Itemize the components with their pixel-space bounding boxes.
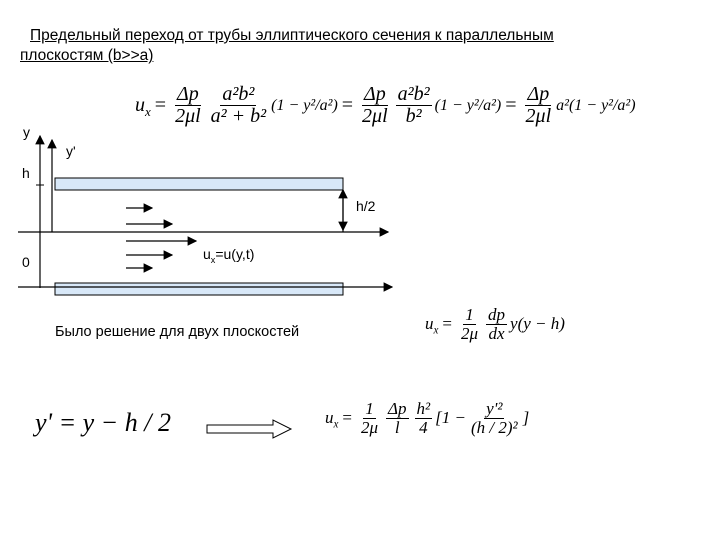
axis-y-label: y <box>23 124 30 140</box>
zero-label: 0 <box>22 254 30 270</box>
paren-term-2: (1 − y²/a²) <box>434 96 502 114</box>
h-label: h <box>22 165 30 181</box>
final-bracket-close: ] <box>522 408 530 428</box>
fraction-ab-sum: $\frac{\text{a²b²}}{\text{a² + b²}}$ <box>210 83 267 127</box>
implies-arrow <box>205 418 295 440</box>
substitution-formula: y' = y − h / 2 <box>35 408 171 437</box>
final-fraction-dp-l: $\frac{\Delta p}{l}$ <box>388 399 407 437</box>
axis-yprime-label: y' <box>66 143 76 159</box>
title-line-1: Предельный переход от трубы эллиптического сечения к параллельным <box>30 27 554 44</box>
final-fraction-1-2mu: $\frac{1}{2\mu}$ <box>361 399 379 437</box>
two-planes-tail: y(y − h) <box>510 314 565 334</box>
fraction-dp-2ml-2: $\frac{\Delta p}{2\mu l}$ <box>362 83 388 127</box>
final-formula: $u_x$ = $\frac{1}{2\mu}$ $\frac{\Delta p}{l}$ $\frac{\text{h²}}{4}$ [1 − $\frac{\text{y'²}}{\text{(h / 2)²}}$ ] <box>325 399 530 437</box>
bottom-plate <box>55 283 343 295</box>
half-h-label: h/2 <box>356 198 376 214</box>
formula-top-lhs: $u_x$ <box>135 94 151 119</box>
formula-top: $u_x$ = $\frac{\Delta p}{2\mu l}$ $\frac{\text{a²b²}}{\text{a² + b²}}$ (1 − y²/a²) = $\frac{\Delta p}{2\mu l}$ $\frac{\text{a²b²}}{\text{b²}}$ (1 − y²/a²) = $\frac{\Delta p}{2\mu l}$ a²(1 − y²/a²) <box>135 83 636 127</box>
final-fraction-y-h: $\frac{\text{y'²}}{\text{(h / 2)²}}$ <box>470 399 518 437</box>
fraction-dp-2ml-3: $\frac{\Delta p}{2\mu l}$ <box>525 83 552 127</box>
fraction-1-2mu: $\frac{1}{2\mu}$ <box>461 305 479 343</box>
fraction-dp-2ml-1: $\frac{\Delta p}{2\mu l}$ <box>175 83 201 127</box>
velocity-label: $u_x=u(y,t)$ <box>203 246 255 265</box>
fraction-dp-dx: $\frac{dp}{dx}$ <box>488 305 506 343</box>
top-plate <box>55 178 343 190</box>
two-planes-text: Было решение для двух плоскостей <box>55 324 300 340</box>
fraction-ab-b2: $\frac{\text{a²b²}}{\text{b²}}$ <box>397 83 430 127</box>
paren-term-1: (1 − y²/a²) <box>271 96 338 114</box>
final-fraction-h2-4: $\frac{\text{h²}}{4}$ <box>416 399 431 437</box>
title-line-2: плоскостям (b>>a) <box>20 47 154 64</box>
final-bracket-open: [1 − <box>435 408 466 428</box>
two-planes-formula: $u_x$ = $\frac{1}{2\mu}$ $\frac{dp}{dx}$ y(y − h) <box>425 305 565 343</box>
tail-term: a²(1 − y²/a²) <box>556 96 636 114</box>
